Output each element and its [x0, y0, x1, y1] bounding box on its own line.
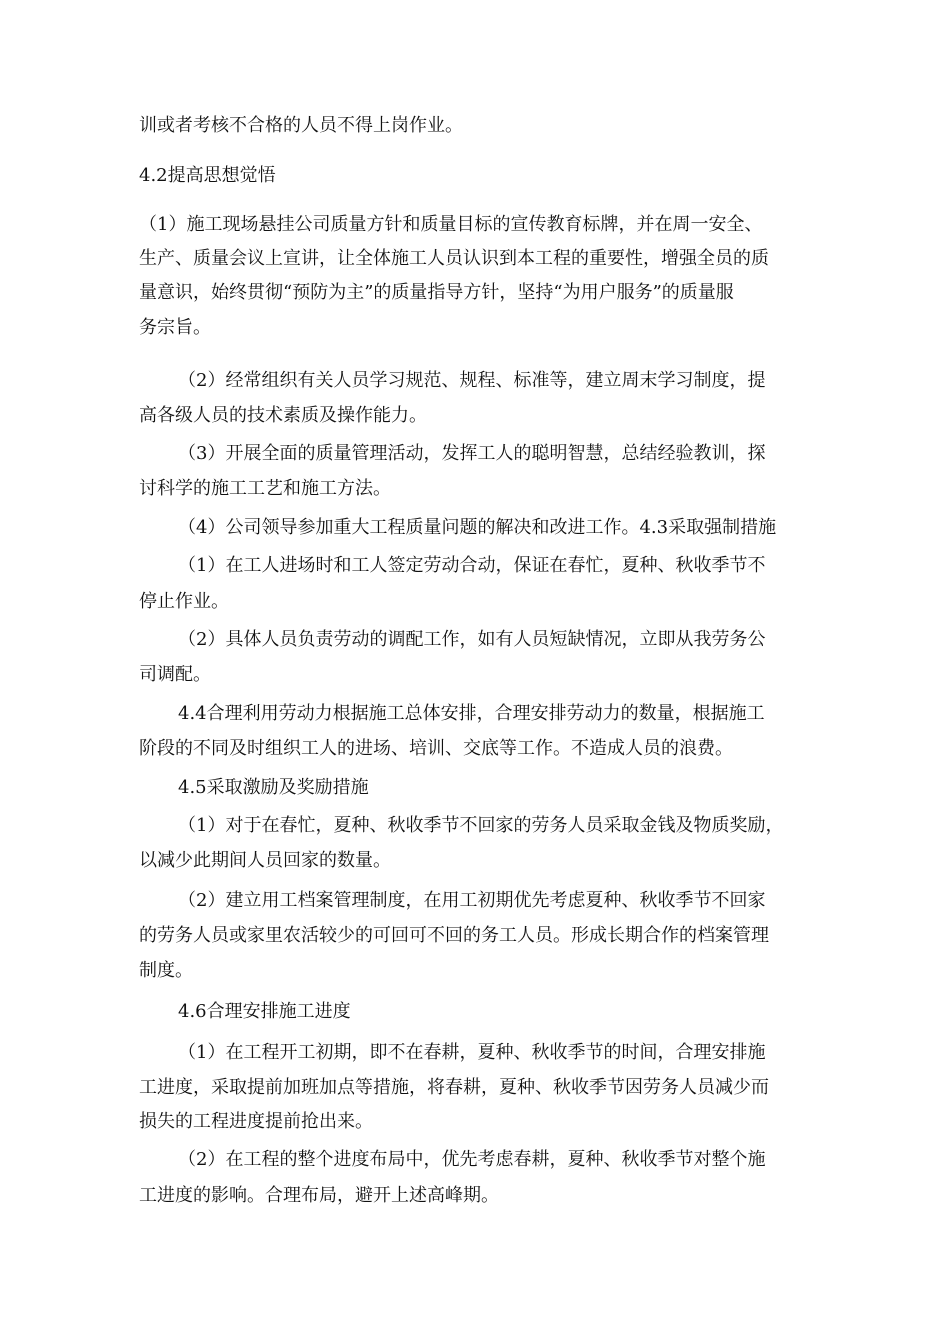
text-line: 讨科学的施工工艺和施工方法。 — [139, 478, 391, 499]
text-line: 司调配。 — [139, 664, 211, 685]
text-line: 生产、质量会议上宣讲，让全体施工人员认识到本工程的重要性，增强全员的质 — [139, 248, 769, 269]
text-line: 高各级人员的技术素质及操作能力。 — [139, 405, 427, 426]
text-line: 工进度的影响。合理布局，避开上述高峰期。 — [139, 1185, 499, 1206]
text-line: （2）建立用工档案管理制度，在用工初期优先考虑夏种、秋收季节不回家 — [178, 890, 766, 911]
text-line: 务宗旨。 — [139, 317, 211, 338]
text-line: 停止作业。 — [139, 591, 229, 612]
text-line: 阶段的不同及时组织工人的进场、培训、交底等工作。不造成人员的浪费。 — [139, 738, 733, 759]
text-line: 量意识，始终贯彻“预防为主”的质量指导方针，坚持“为用户服务”的质量服 — [139, 282, 734, 303]
text-line: （3）开展全面的质量管理活动，发挥工人的聪明智慧，总结经验教训，探 — [178, 443, 766, 464]
text-line: 工进度，采取提前加班加点等措施，将春耕，夏种、秋收季节因劳务人员减少而 — [139, 1077, 769, 1098]
text-line: 4.4合理利用劳动力根据施工总体安排，合理安排劳动力的数量，根据施工 — [178, 703, 765, 724]
section-heading: 4.6合理安排施工进度 — [178, 1001, 351, 1022]
text-line: （2）具体人员负责劳动的调配工作，如有人员短缺情况，立即从我劳务公 — [178, 629, 766, 650]
text-line: 以减少此期间人员回家的数量。 — [139, 850, 391, 871]
text-line: 训或者考核不合格的人员不得上岗作业。 — [139, 115, 463, 136]
text-line: （1）在工程开工初期，即不在春耕，夏种、秋收季节的时间，合理安排施 — [178, 1042, 766, 1063]
text-line: （1）对于在春忙，夏种、秋收季节不回家的劳务人员采取金钱及物质奖励， — [178, 815, 784, 836]
text-line: （1）施工现场悬挂公司质量方针和质量目标的宣传教育标牌，并在周一安全、 — [139, 214, 763, 235]
text-line: （2）经常组织有关人员学习规范、规程、标准等，建立周末学习制度，提 — [178, 370, 766, 391]
text-line: （2）在工程的整个进度布局中，优先考虑春耕，夏种、秋收季节对整个施 — [178, 1149, 766, 1170]
section-heading: 4.2提高思想觉悟 — [139, 165, 276, 186]
text-line: 损失的工程进度提前抢出来。 — [139, 1111, 373, 1132]
text-line: （1）在工人进场时和工人签定劳动合动，保证在春忙，夏种、秋收季节不 — [178, 555, 766, 576]
text-line: （4）公司领导参加重大工程质量问题的解决和改进工作。4.3采取强制措施 — [178, 517, 777, 538]
text-line: 制度。 — [139, 960, 193, 981]
section-heading: 4.5采取激励及奖励措施 — [178, 777, 369, 798]
text-line: 的劳务人员或家里农活较少的可回可不回的务工人员。形成长期合作的档案管理 — [139, 925, 769, 946]
